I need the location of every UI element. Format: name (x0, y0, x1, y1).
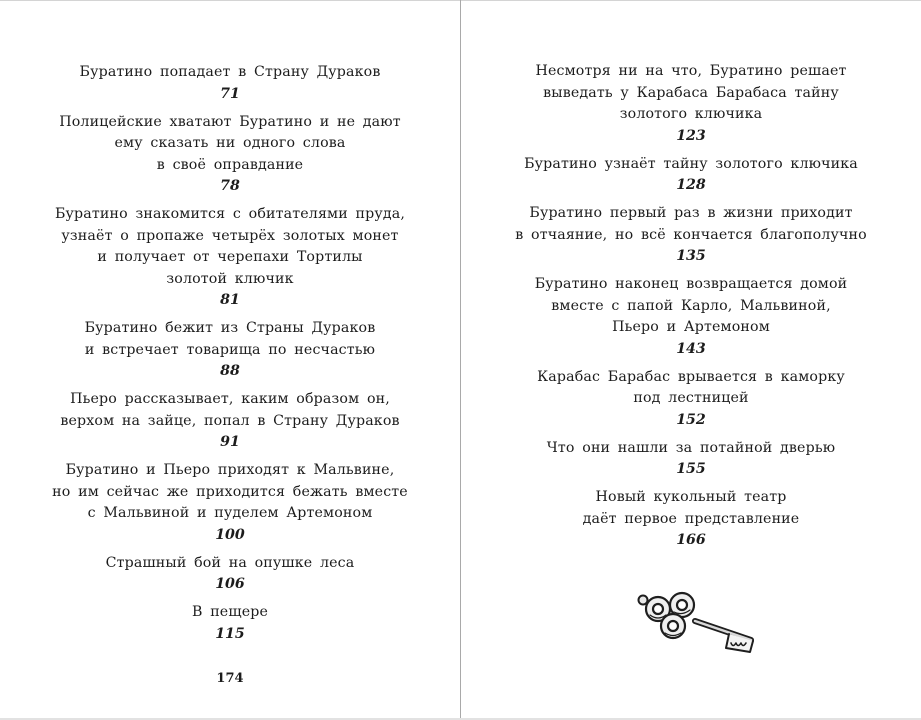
toc-entry[interactable] (461, 274, 921, 360)
left-page (0, 0, 460, 720)
toc-entry-title-line: Буратино и Пьеро приходят к Мальвине, (65, 462, 395, 478)
toc-entry-title-line: верхом на зайце, попал в Страну Дураков (60, 412, 400, 429)
toc-entry-page-number: 106 (215, 576, 245, 592)
toc-entry-title-line: в отчаяние, но всё кончается благополучно (515, 226, 867, 243)
toc-entry[interactable] (461, 154, 921, 197)
toc-entry-title-line: узнаёт о пропаже четырёх золотых монет (61, 227, 399, 244)
toc-entry-page-number: 152 (676, 411, 706, 428)
toc-entry[interactable] (0, 602, 460, 645)
toc-entry-title-line: Буратино знакомится с обитателями пруда, (54, 206, 406, 222)
toc-entry-title-line: Что они нашли за потайной дверью (546, 439, 836, 456)
toc-entry-title-line: ему сказать ни одного слова (114, 135, 346, 151)
toc-entry-title-line: но им сейчас же приходится бежать вместе (52, 483, 408, 500)
toc-entry[interactable] (0, 112, 460, 198)
toc-entry-page-number: 123 (676, 127, 706, 144)
toc-entry-title-line: под лестницей (633, 390, 749, 406)
toc-entry-title-line: Буратино наконец возвращается домой (534, 276, 848, 292)
table-of-contents-right (461, 61, 921, 558)
toc-entry[interactable] (461, 487, 921, 551)
toc-entry-title-line: вместе с папой Карло, Мальвиной, (551, 297, 831, 314)
toc-entry-title-line: золотой ключик (166, 270, 294, 287)
toc-entry-page-number: 143 (676, 340, 706, 357)
toc-entry-title-line: с Мальвиной и пуделем Артемоном (87, 505, 373, 521)
toc-entry-title-line: Страшный бой на опушке леса (105, 554, 355, 571)
toc-entry-title-line: Карабас Барабас врывается в каморку (537, 368, 845, 385)
toc-entry-page-number: 71 (220, 85, 240, 102)
toc-entry-title-line: золотого ключика (619, 106, 763, 122)
toc-entry-page-number: 91 (220, 434, 240, 450)
toc-entry-page-number: 128 (676, 177, 706, 193)
toc-entry-title-line: в своё оправдание (156, 156, 304, 173)
toc-entry-title-line: даёт первое представление (582, 510, 800, 527)
toc-entry[interactable] (0, 204, 460, 311)
toc-entry-title-line: и встречает товарища по несчастью (84, 341, 376, 358)
golden-key-icon (633, 585, 758, 660)
toc-entry[interactable] (0, 389, 460, 453)
table-of-contents-left (0, 62, 460, 652)
toc-entry[interactable] (0, 318, 460, 382)
toc-entry-page-number: 155 (676, 461, 706, 477)
page-folio-number: 174 (216, 671, 244, 686)
toc-entry[interactable] (0, 460, 460, 546)
toc-entry-page-number: 81 (220, 292, 240, 308)
toc-entry-title-line: Полицейские хватают Буратино и не дают (59, 113, 401, 130)
toc-entry-page-number: 78 (220, 178, 240, 194)
toc-entry-page-number: 115 (215, 625, 245, 642)
toc-entry[interactable] (461, 203, 921, 267)
toc-entry-title-line: В пещере (191, 604, 269, 620)
toc-entry-title-line: Буратино узнаёт тайну золотого ключика (524, 155, 858, 172)
toc-entry[interactable] (461, 438, 921, 481)
toc-entry-title-line: Буратино бежит из Страны Дураков (84, 320, 376, 336)
toc-entry-page-number: 100 (215, 526, 245, 543)
toc-entry-title-line: Несмотря ни на что, Буратино решает (535, 63, 847, 79)
toc-entry-title-line: Пьеро и Артемоном (612, 319, 770, 335)
toc-entry-page-number: 135 (676, 248, 706, 264)
toc-entry-title-line: Буратино попадает в Страну Дураков (79, 64, 381, 80)
toc-entry[interactable] (461, 61, 921, 147)
toc-entry-title-line: выведать у Карабаса Барабаса тайну (543, 84, 839, 101)
toc-entry-title-line: и получает от черепахи Тортилы (97, 249, 363, 265)
toc-entry-page-number: 88 (220, 363, 240, 379)
toc-entry[interactable] (0, 553, 460, 596)
toc-entry-page-number: 166 (676, 532, 706, 548)
toc-entry[interactable] (0, 62, 460, 105)
toc-entry[interactable] (461, 367, 921, 431)
toc-entry-title-line: Буратино первый раз в жизни приходит (529, 205, 853, 221)
toc-entry-title-line: Новый кукольный театр (595, 489, 787, 505)
toc-entry-title-line: Пьеро рассказывает, каким образом он, (70, 391, 390, 407)
